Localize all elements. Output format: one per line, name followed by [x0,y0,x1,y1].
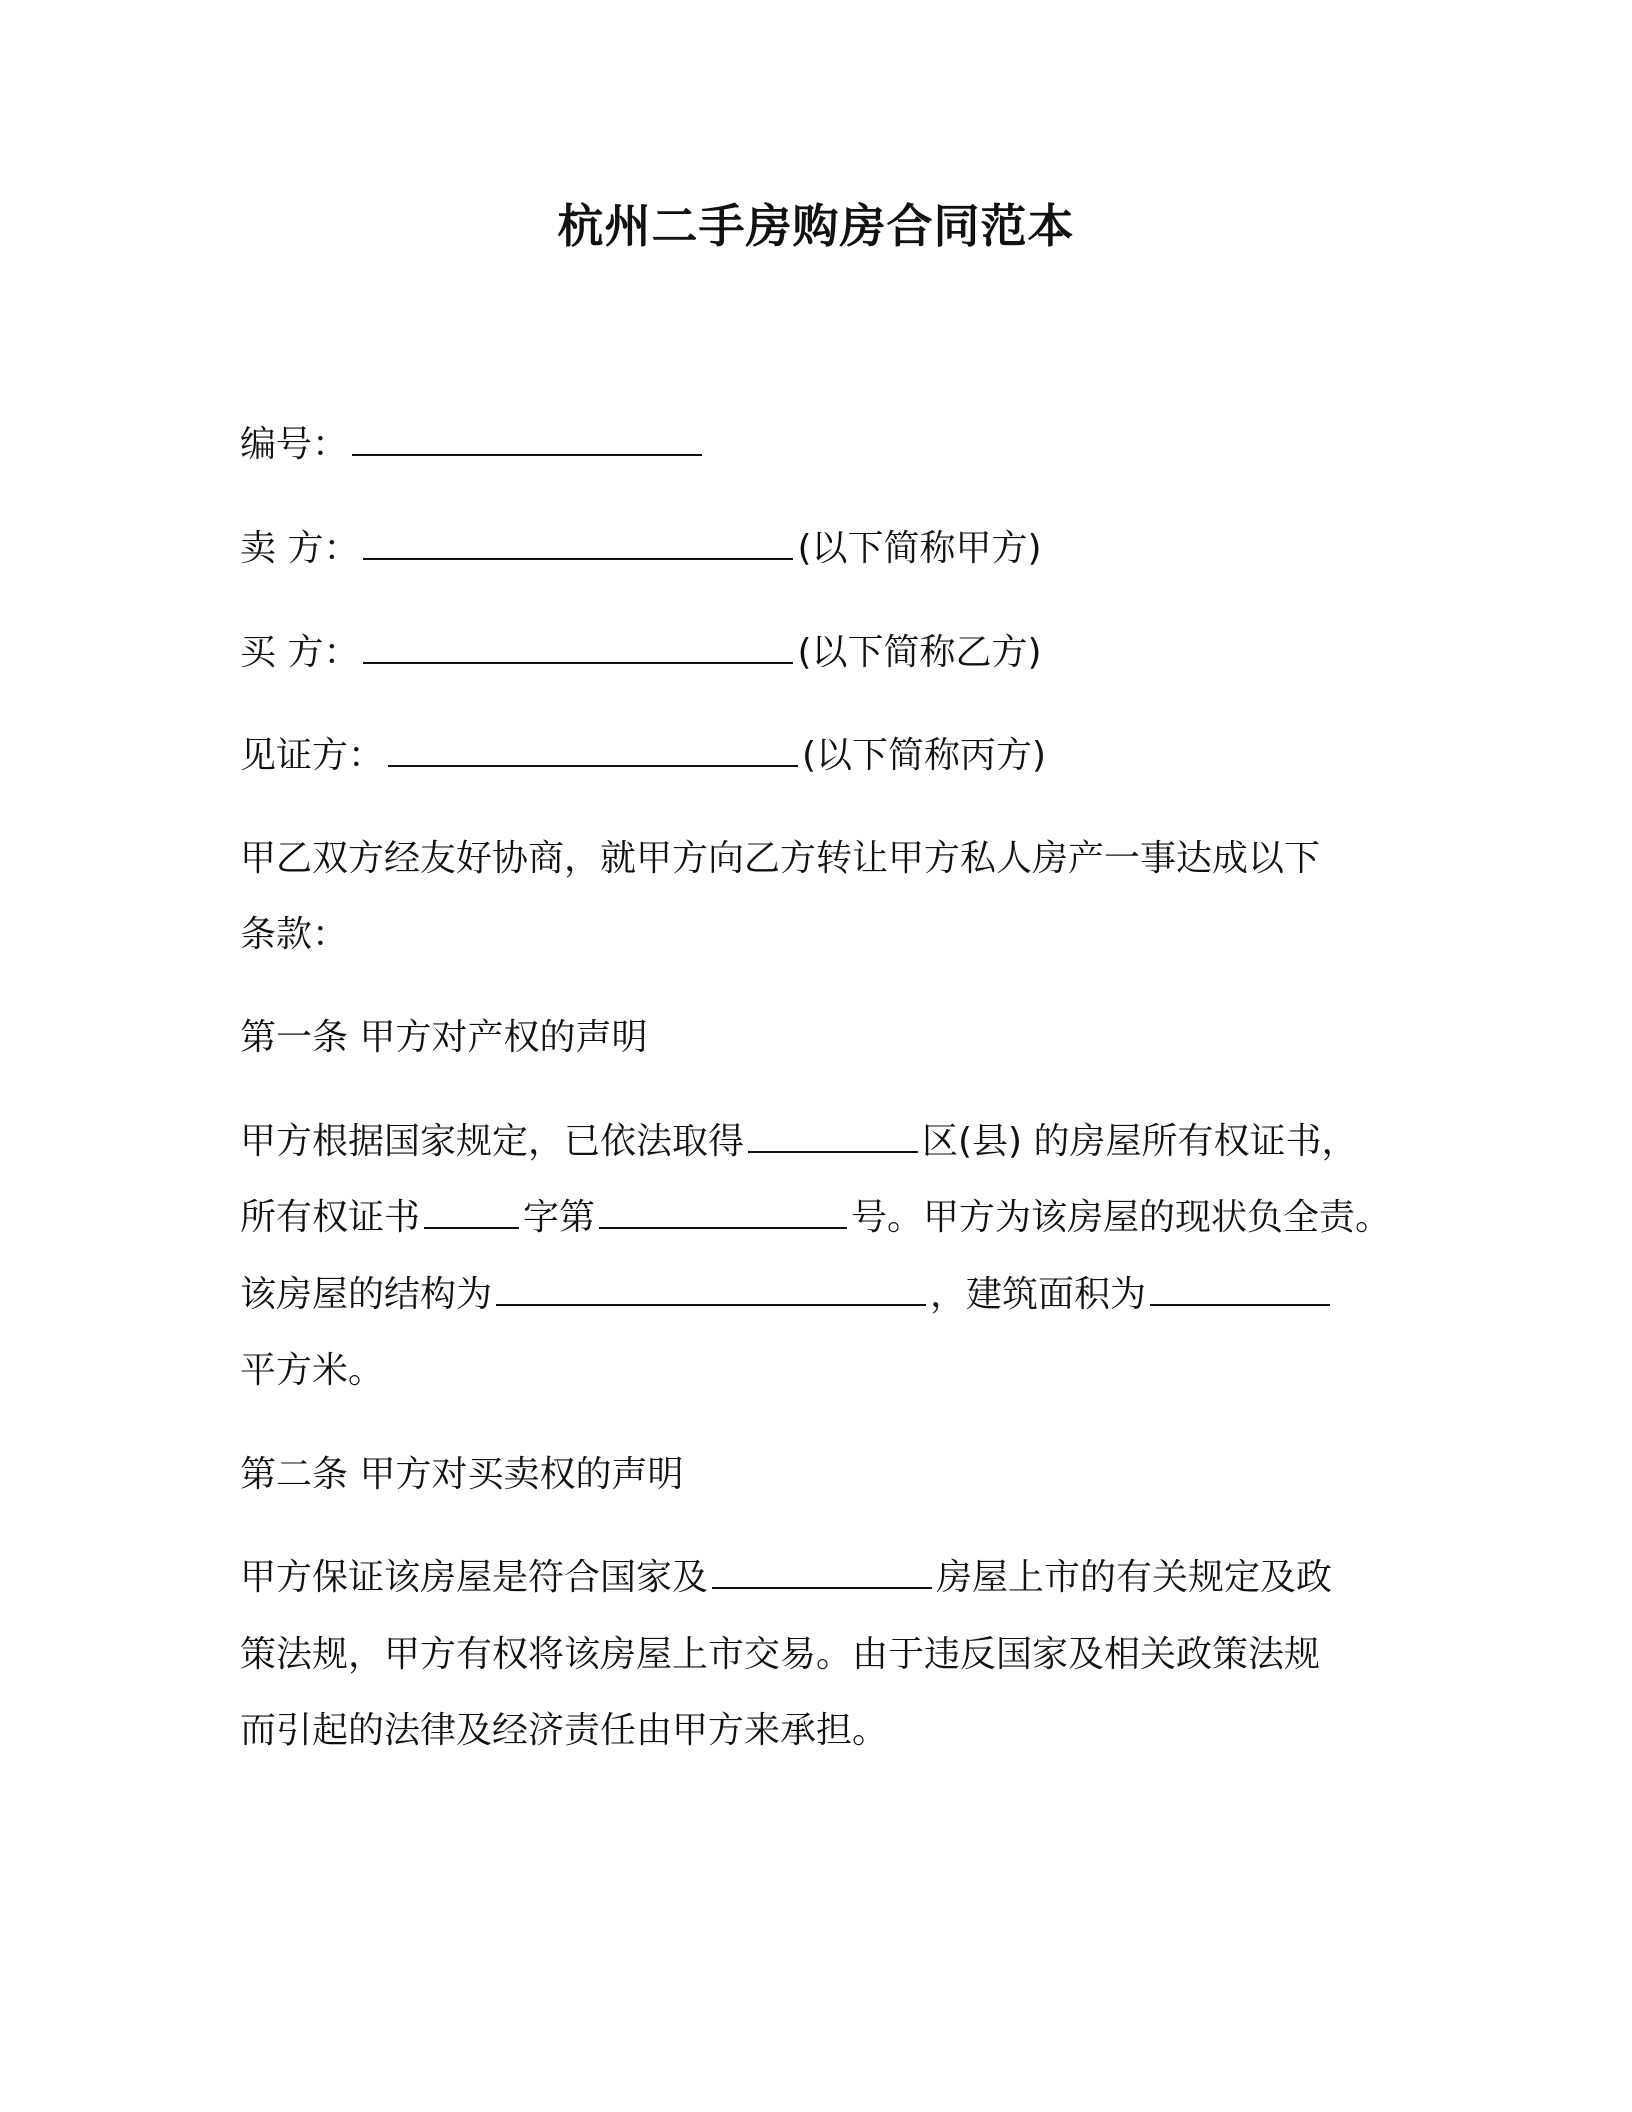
seller-note: (以下简称甲方) [797,528,1042,569]
article1-line-2 [240,1193,1420,1243]
region-blank [712,1557,932,1589]
article1-text: ，建筑面积为 [930,1274,1147,1315]
article2-text: 房屋上市的有关规定及政 [936,1557,1333,1598]
article2-line-2: 策法规，甲方有权将该房屋上市交易。由于违反国家及相关政策法规 [240,1634,1321,1675]
witness-note: (以下简称丙方) [802,735,1047,776]
buyer-line [240,628,1420,678]
seller-blank [363,528,793,560]
article2-line-3: 而引起的法律及经济责任由甲方来承担。 [240,1710,889,1751]
certificate-number-blank [599,1197,847,1229]
article1-heading: 第一条 甲方对产权的声明 [240,1017,648,1058]
document-title: 杭州二手房购房合同范本 [557,199,1075,253]
witness-label: 见证方： [240,735,385,776]
seller-line [240,524,1420,574]
witness-line [240,731,1420,781]
article2-heading: 第二条 甲方对买卖权的声明 [240,1454,684,1495]
area-blank [1150,1274,1330,1306]
article1-text: 该房屋的结构为 [240,1274,493,1315]
article1-text: 甲方根据国家规定，已依法取得 [240,1121,745,1162]
contract-number-label: 编号： [240,424,349,465]
article2-text: 甲方保证该房屋是符合国家及 [240,1557,709,1598]
buyer-blank [363,632,793,664]
seller-label: 卖 方： [240,528,360,569]
article1-line-4: 平方米。 [240,1350,385,1391]
certificate-prefix-blank [424,1197,519,1229]
intro-line-2: 条款： [240,914,349,955]
article1-text: 号。甲方为该房屋的现状负全责。 [851,1197,1392,1238]
article1-line-1 [240,1117,1420,1167]
article2-line-1 [240,1553,1420,1603]
article1-text: 字第 [523,1197,596,1238]
intro-line-1: 甲乙双方经友好协商，就甲方向乙方转让甲方私人房产一事达成以下 [240,838,1321,879]
buyer-note: (以下简称乙方) [797,632,1042,673]
witness-blank [388,735,798,767]
article1-line-3 [240,1270,1420,1320]
buyer-label: 买 方： [240,632,360,673]
article1-text: 所有权证书 [240,1197,421,1238]
article1-text: 区(县) 的房屋所有权证书， [922,1121,1358,1162]
contract-number-blank [352,424,702,456]
structure-blank [496,1274,926,1306]
district-blank [748,1121,918,1153]
contract-number-line [240,420,1420,470]
